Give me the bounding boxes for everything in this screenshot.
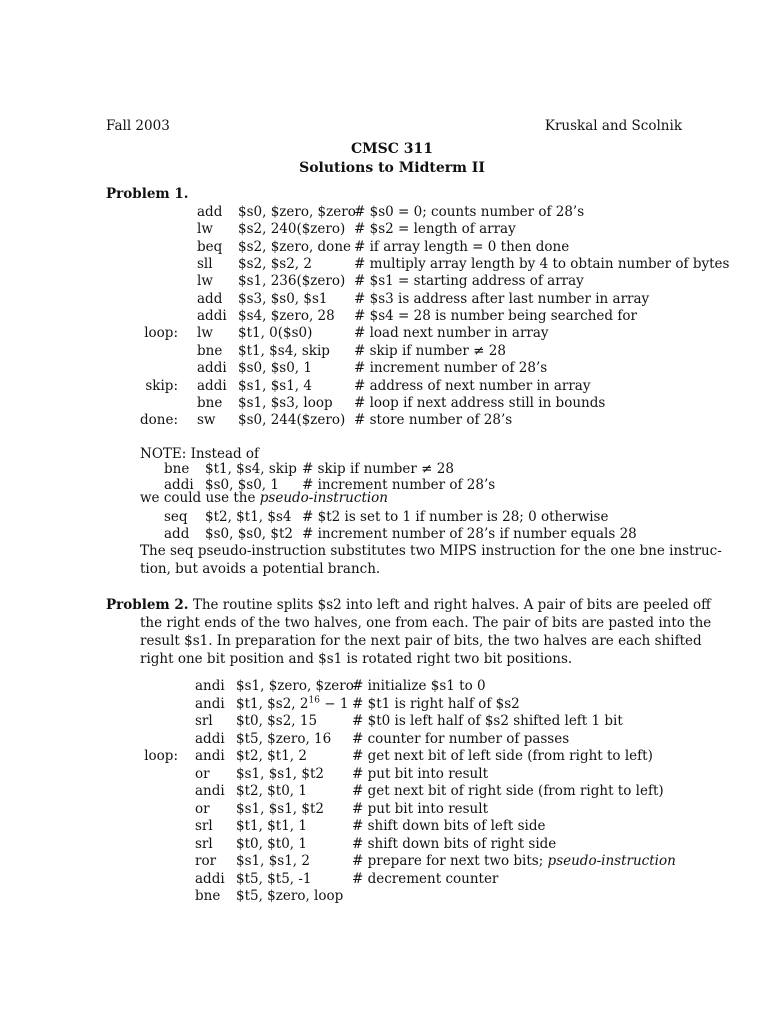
code-opcode: addi (164, 476, 194, 493)
document-title: Solutions to Midterm II (299, 160, 485, 176)
code-comment: # $s2 = length of array (354, 221, 516, 238)
code-operands: $s1, $s1, $t2 (236, 765, 324, 782)
code-operands: $s0, $zero, $zero (238, 204, 356, 220)
code-operands: $t1, $s4, skip (238, 342, 330, 359)
code-opcode: add (197, 290, 223, 307)
code-operands: $t5, $zero, loop (236, 888, 344, 904)
course-title: CMSC 311 (351, 141, 433, 157)
code-opcode: srl (195, 818, 213, 834)
code-comment: # get next bit of right side (from right to left) (352, 783, 664, 799)
code-opcode: lw (197, 325, 213, 342)
code-operands: $t1, $t1, 1 (236, 818, 307, 834)
code-comment-text: # prepare for next two bits; (352, 853, 548, 869)
code-operands: $t5, $t5, -1 (236, 870, 312, 887)
code-opcode: sll (197, 256, 213, 273)
code-opcode: or (195, 765, 210, 782)
code-operands: $t0, $t0, 1 (236, 835, 307, 852)
code-opcode: add (164, 526, 190, 542)
code-operands: $t5, $zero, 16 (236, 730, 332, 747)
code-operands: $s1, $s3, loop (238, 394, 333, 411)
code-comment: # if array length = 0 then done (354, 238, 570, 255)
code-comment: # increment number of 28’s if number equals 28 (302, 526, 637, 542)
code-operands-tail: − 1 (319, 695, 349, 712)
problem-2-label: Problem 2. (106, 597, 189, 613)
problem-2-line-1 (106, 597, 711, 614)
code-opcode: or (195, 800, 210, 817)
code-comment: # increment number of 28’s (354, 360, 548, 377)
code-label: loop: (144, 748, 178, 764)
code-comment: # shift down bits of right side (352, 835, 557, 852)
code-comment: # multiply array length by 4 to obtain number of bytes (354, 256, 730, 273)
code-operands: $t2, $t1, 2 (236, 748, 307, 764)
header-authors: Kruskal and Scolnik (544, 118, 682, 134)
code-opcode: bne (164, 461, 190, 477)
code-comment: # $t0 is left half of $s2 shifted left 1 bit (352, 713, 623, 729)
note-intro: NOTE: Instead of (140, 446, 260, 462)
code-comment: # shift down bits of left side (352, 818, 546, 834)
code-opcode: andi (195, 678, 225, 694)
code-comment: # put bit into result (352, 800, 488, 817)
code-comment: # store number of 28’s (354, 412, 513, 429)
note-mid (140, 490, 388, 507)
code-comment: # get next bit of left side (from right to left) (352, 748, 653, 764)
code-comment-emphasis: pseudo-instruction (547, 853, 676, 869)
code-operands: $s1, $zero, $zero (236, 678, 354, 694)
code-opcode: andi (195, 695, 225, 712)
note-end-line-2: tion, but avoids a potential branch. (140, 561, 381, 577)
note-mid-emphasis: pseudo-instruction (259, 490, 389, 506)
code-operands: $s2, 240($zero) (238, 221, 346, 238)
code-operands: $s1, 236($zero) (238, 273, 346, 290)
code-operands: $s0, $s0, 1 (205, 476, 279, 493)
header-term: Fall 2003 (106, 118, 170, 134)
problem-2-line-4: right one bit position and $s1 is rotated right two bit positions. (140, 651, 573, 667)
code-opcode: srl (195, 835, 213, 852)
code-operands-exponent: 16 (308, 695, 320, 705)
code-comment: # address of next number in array (354, 377, 591, 394)
code-comment: # decrement counter (352, 870, 499, 887)
code-comment: # $t2 is set to 1 if number is 28; 0 otherwise (302, 509, 609, 525)
code-opcode: lw (197, 273, 213, 290)
code-comment: # $t1 is right half of $s2 (352, 695, 520, 712)
code-operands (236, 696, 348, 713)
code-comment (352, 853, 676, 870)
code-operands: $s0, $s0, 1 (238, 360, 312, 377)
problem-1-label: Problem 1. (106, 186, 189, 202)
code-opcode: addi (195, 870, 225, 887)
code-operands: $s2, $s2, 2 (238, 256, 312, 273)
code-opcode: bne (195, 888, 221, 904)
problem-2-line-2: the right ends of the two halves, one from each. The pair of bits are pasted into the (140, 615, 712, 631)
code-opcode: andi (195, 748, 225, 764)
code-comment: # initialize $s1 to 0 (352, 678, 486, 694)
code-opcode: add (197, 204, 223, 220)
code-operands: $t0, $s2, 15 (236, 713, 318, 729)
code-comment: # skip if number ≠ 28 (354, 342, 506, 359)
code-operands: $t2, $t0, 1 (236, 783, 307, 799)
code-comment: # put bit into result (352, 765, 488, 782)
code-comment: # increment number of 28’s (302, 476, 496, 493)
code-operands: $s1, $s1, 4 (238, 377, 312, 394)
code-label: done: (139, 412, 178, 429)
code-operands: $s4, $zero, 28 (238, 308, 335, 325)
code-operands: $s1, $s1, 2 (236, 853, 310, 869)
code-operands: $s0, 244($zero) (238, 412, 346, 429)
code-label: loop: (144, 325, 178, 342)
code-operands: $t1, 0($s0) (238, 325, 313, 342)
code-opcode: sw (197, 412, 216, 429)
note-mid-text: we could use the (140, 490, 260, 506)
code-opcode: srl (195, 713, 213, 729)
code-opcode: addi (195, 730, 225, 747)
code-comment: # skip if number ≠ 28 (302, 461, 454, 477)
code-opcode: ror (195, 853, 217, 869)
code-opcode: andi (195, 783, 225, 799)
code-operands: $s0, $s0, $t2 (205, 526, 293, 542)
code-opcode: bne (197, 394, 223, 411)
code-opcode: seq (164, 509, 188, 525)
code-operands: $s3, $s0, $s1 (238, 290, 328, 307)
code-label: skip: (145, 377, 178, 394)
code-comment: # counter for number of passes (352, 730, 570, 747)
code-operands: $t1, $s4, skip (205, 461, 297, 477)
problem-2-text-1: The routine splits $s2 into left and right halves. A pair of bits are peeled off (192, 597, 711, 613)
code-operands: $s2, $zero, done (238, 238, 351, 255)
code-comment: # $s1 = starting address of array (354, 273, 584, 290)
code-comment: # $s4 = 28 is number being searched for (354, 308, 637, 325)
code-opcode: beq (197, 238, 223, 255)
code-opcode: addi (197, 360, 227, 377)
code-comment: # loop if next address still in bounds (354, 394, 606, 411)
code-operands-text: $t1, $s2, 2 (236, 695, 309, 712)
code-opcode: addi (197, 377, 227, 394)
code-opcode: lw (197, 221, 213, 238)
code-comment: # $s3 is address after last number in array (354, 290, 650, 307)
note-end-line-1: The seq pseudo-instruction substitutes two MIPS instruction for the one bne instruc- (140, 543, 722, 559)
code-operands: $s1, $s1, $t2 (236, 800, 324, 817)
code-opcode: addi (197, 308, 227, 325)
code-comment: # $s0 = 0; counts number of 28’s (354, 204, 585, 220)
code-opcode: bne (197, 342, 223, 359)
problem-2-line-3: result $s1. In preparation for the next pair of bits, the two halves are each shifted (140, 633, 702, 649)
code-comment: # load next number in array (354, 325, 549, 342)
code-operands: $t2, $t1, $s4 (205, 509, 292, 525)
